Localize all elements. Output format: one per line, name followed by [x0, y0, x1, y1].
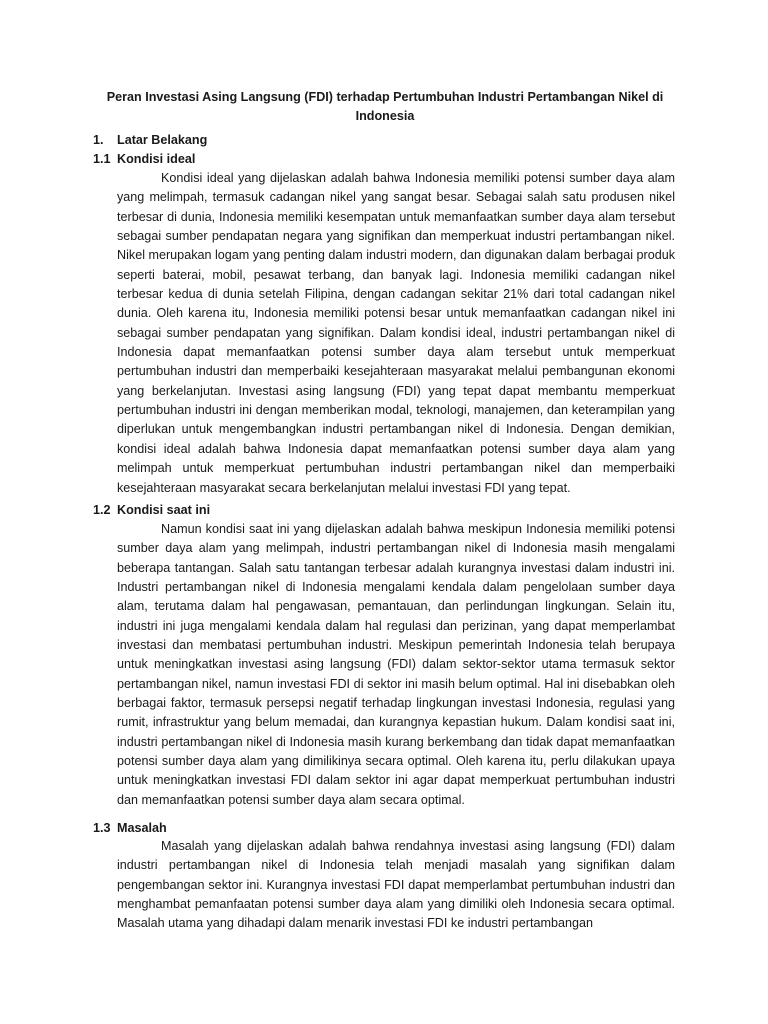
section-number: 1.1	[93, 152, 111, 166]
paragraph-kondisi-ideal: Kondisi ideal yang dijelaskan adalah bahwa Indonesia memiliki potensi sumber daya alam yang melimpah, termasuk cadangan nikel yang sangat besar. Sebagai salah satu produsen nikel terbesar di dunia, Indonesia memiliki kesempatan untuk memanfaatkan sumber daya alam tersebut sebagai sumber pendapatan negara yang signifikan dan memperkuat industri pertambangan nikel. Nikel merupakan logam yang penting dalam industri modern, dan digunakan dalam berbagai produk seperti baterai, mobil, pesawat terbang, dan banyak lagi. Indonesia memiliki cadangan nikel terbesar kedua di dunia setelah Filipina, dengan cadangan sekitar 21% dari total cadangan nikel dunia. Oleh karena itu, Indonesia memiliki potensi besar untuk memanfaatkan cadangan nikel ini sebagai sumber pendapatan yang signifikan. Dalam kondisi ideal, industri pertambangan nikel di Indonesia dapat memanfaatkan potensi sumber daya alam tersebut untuk memperkuat pertumbuhan industri dan memperbaiki kesejahteraan masyarakat melalui pembangunan ekonomi yang berkelanjutan. Investasi asing langsung (FDI) yang tepat dapat membantu memperkuat pertumbuhan industri ini dengan memberikan modal, teknologi, manajemen, dan keterampilan yang diperlukan untuk mengembangkan industri pertambangan nikel di Indonesia. Dengan demikian, kondisi ideal adalah bahwa Indonesia dapat memanfaatkan potensi sumber daya alam yang melimpah untuk memperkuat pertumbuhan industri pertambangan nikel dan memperbaiki kesejahteraan masyarakat secara berkelanjutan melalui investasi FDI yang tepat.	[117, 171, 675, 495]
section-title: Latar Belakang	[117, 133, 208, 147]
paragraph-kondisi-saat-ini: Namun kondisi saat ini yang dijelaskan adalah bahwa meskipun Indonesia memiliki potensi sumber daya alam yang melimpah, industri pertambangan nikel di Indonesia masih mengalami beberapa tantangan. Salah satu tantangan terbesar adalah kurangnya investasi dalam industri ini. Industri pertambangan nikel di Indonesia mengalami kendala dalam pengelolaan sumber daya alam, terutama dalam hal pengawasan, pemantauan, dan perlindungan lingkungan. Selain itu, industri ini juga mengalami kendala dalam hal regulasi dan perizinan, yang dapat memperlambat investasi dan membatasi pertumbuhan industri. Meskipun pemerintah Indonesia telah berupaya untuk meningkatkan investasi asing langsung (FDI) dalam sektor-sektor utama termasuk sektor pertambangan nikel, namun investasi FDI di sektor ini masih belum optimal. Hal ini disebabkan oleh berbagai faktor, termasuk persepsi negatif terhadap lingkungan investasi Indonesia, regulasi yang rumit, infrastruktur yang belum memadai, dan kurangnya kepastian hukum. Dalam kondisi saat ini, industri pertambangan nikel di Indonesia masih kurang berkembang dan tidak dapat memanfaatkan potensi sumber daya alam yang dimilikinya secara optimal. Oleh karena itu, perlu dilakukan upaya untuk meningkatkan investasi FDI dalam sektor ini agar dapat memperkuat pertumbuhan industri dan memanfaatkan potensi sumber daya alam secara optimal.	[117, 522, 675, 807]
section-heading-masalah	[93, 819, 167, 838]
section-title: Masalah	[117, 821, 167, 835]
section-number: 1.2	[93, 503, 111, 517]
section-title: Kondisi ideal	[117, 152, 196, 166]
section-heading-kondisi-ideal	[93, 150, 195, 169]
section-number: 1.3	[93, 821, 111, 835]
section-heading-latar-belakang	[93, 131, 207, 150]
section-heading-kondisi-saat-ini	[93, 501, 210, 520]
section-number: 1.	[93, 133, 104, 147]
document-title: Peran Investasi Asing Langsung (FDI) terhadap Pertumbuhan Industri Pertambangan Nikel di Indonesia	[106, 90, 664, 123]
paragraph-masalah: Masalah yang dijelaskan adalah bahwa rendahnya investasi asing langsung (FDI) dalam industri pertambangan nikel di Indonesia telah menjadi masalah yang signifikan dalam pengembangan sektor ini. Kurangnya investasi FDI dapat memperlambat pertumbuhan industri dan menghambat pemanfaatan potensi sumber daya alam yang dimiliki oleh Indonesia secara optimal. Masalah utama yang dihadapi dalam menarik investasi FDI ke industri pertambangan	[117, 839, 675, 931]
section-title: Kondisi saat ini	[117, 503, 211, 517]
